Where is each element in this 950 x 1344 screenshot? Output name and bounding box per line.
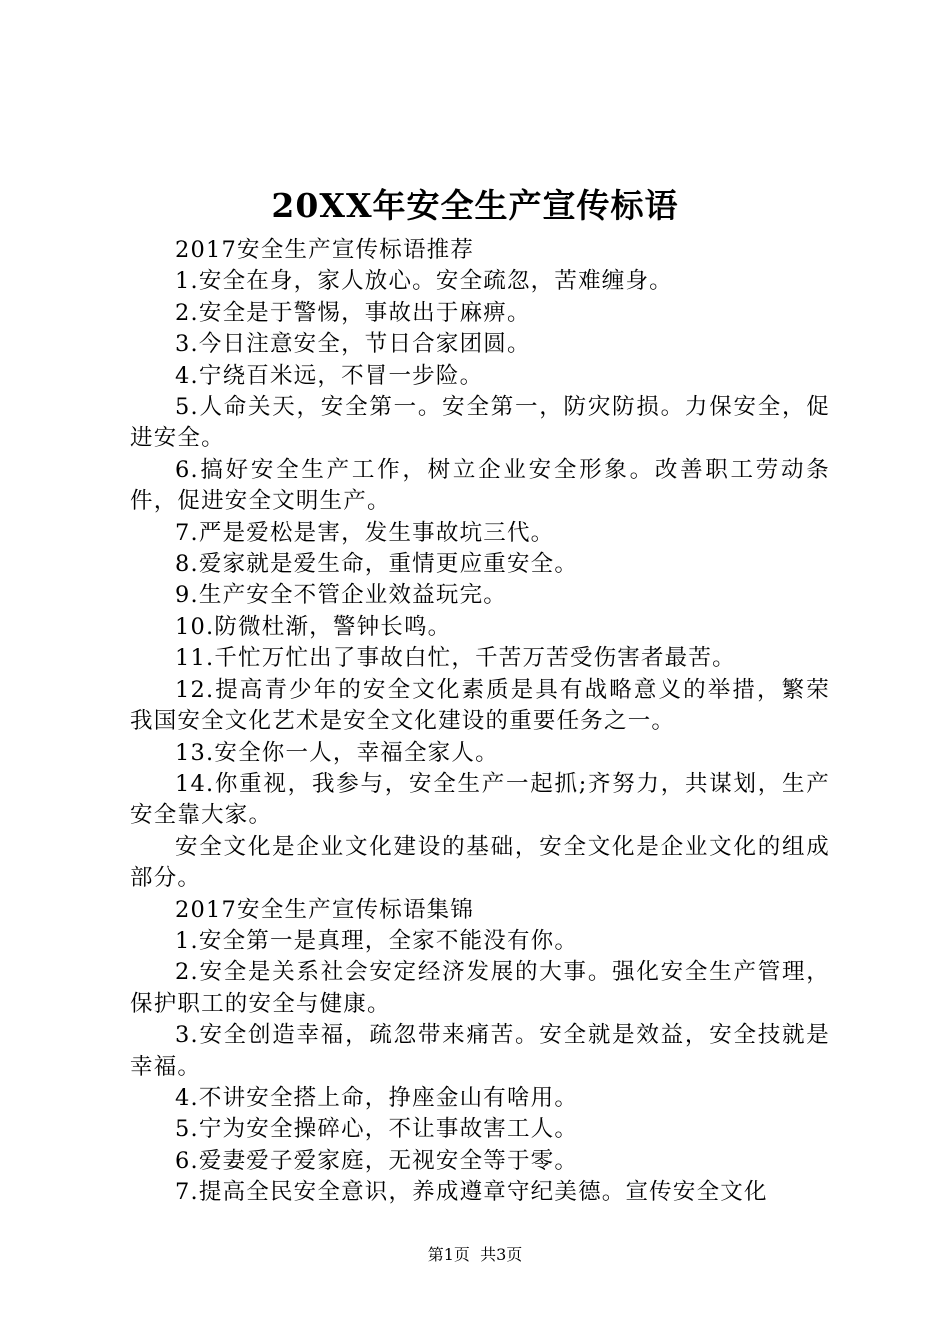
paragraph: 2.安全是关系社会安定经济发展的大事。强化安全生产管理，保护职工的安全与健康。 bbox=[130, 959, 830, 1017]
paragraph: 6.搞好安全生产工作，树立企业安全形象。改善职工劳动条件，促进安全文明生产。 bbox=[130, 456, 830, 515]
paragraph: 1.安全在身，家人放心。安全疏忽，苦难缠身。 bbox=[175, 268, 673, 295]
paragraph: 10.防微杜渐，警钟长鸣。 bbox=[175, 613, 452, 640]
paragraph: 3.安全创造幸福，疏忽带来痛苦。安全就是效益，安全技就是幸福。 bbox=[130, 1022, 830, 1080]
page-number: 第1页 bbox=[427, 1245, 470, 1264]
page-footer bbox=[0, 1243, 950, 1267]
page-total: 共3页 bbox=[480, 1245, 523, 1264]
paragraph: 3.今日注意安全，节日合家团圆。 bbox=[175, 331, 531, 358]
paragraph: 13.安全你一人，幸福全家人。 bbox=[175, 739, 499, 766]
paragraph: 2017安全生产宣传标语集锦 bbox=[175, 896, 475, 923]
paragraph: 8.爱家就是爱生命，重情更应重安全。 bbox=[175, 551, 579, 578]
footer-spacer bbox=[470, 1245, 480, 1264]
paragraph: 6.爱妻爱子爱家庭，无视安全等于零。 bbox=[175, 1147, 579, 1174]
paragraph: 4.宁绕百米远，不冒一步险。 bbox=[175, 362, 484, 389]
paragraph: 14.你重视，我参与，安全生产一起抓;齐努力，共谋划，生产安全靠大家。 bbox=[130, 770, 830, 829]
paragraph: 7.提高全民安全意识，养成遵章守纪美德。宣传安全文化 bbox=[175, 1179, 768, 1206]
paragraph: 5.人命关天，安全第一。安全第一，防灾防损。力保安全，促进安全。 bbox=[130, 394, 830, 452]
paragraph: 7.严是爱松是害，发生事故坑三代。 bbox=[175, 519, 555, 546]
paragraph: 9.生产安全不管企业效益玩完。 bbox=[175, 582, 507, 609]
paragraph: 安全文化是企业文化建设的基础，安全文化是企业文化的组成部分。 bbox=[130, 833, 830, 892]
paragraph: 2.安全是于警惕，事故出于麻痹。 bbox=[175, 299, 531, 326]
paragraph: 1.安全第一是真理，全家不能没有你。 bbox=[175, 927, 579, 954]
paragraph: 5.宁为安全操碎心，不让事故害工人。 bbox=[175, 1116, 579, 1143]
document-title: 20XX年安全生产宣传标语 bbox=[271, 186, 679, 225]
paragraph: 11.千忙万忙出了事故白忙，千苦万苦受伤害者最苦。 bbox=[175, 645, 736, 672]
paragraph: 4.不讲安全搭上命，挣座金山有啥用。 bbox=[175, 1084, 579, 1111]
paragraph: 12.提高青少年的安全文化素质是具有战略意义的举措，繁荣我国安全文化艺术是安全文化建设的重要任务之一。 bbox=[130, 676, 830, 735]
document-body bbox=[130, 235, 830, 1209]
paragraph: 2017安全生产宣传标语推荐 bbox=[175, 237, 475, 263]
